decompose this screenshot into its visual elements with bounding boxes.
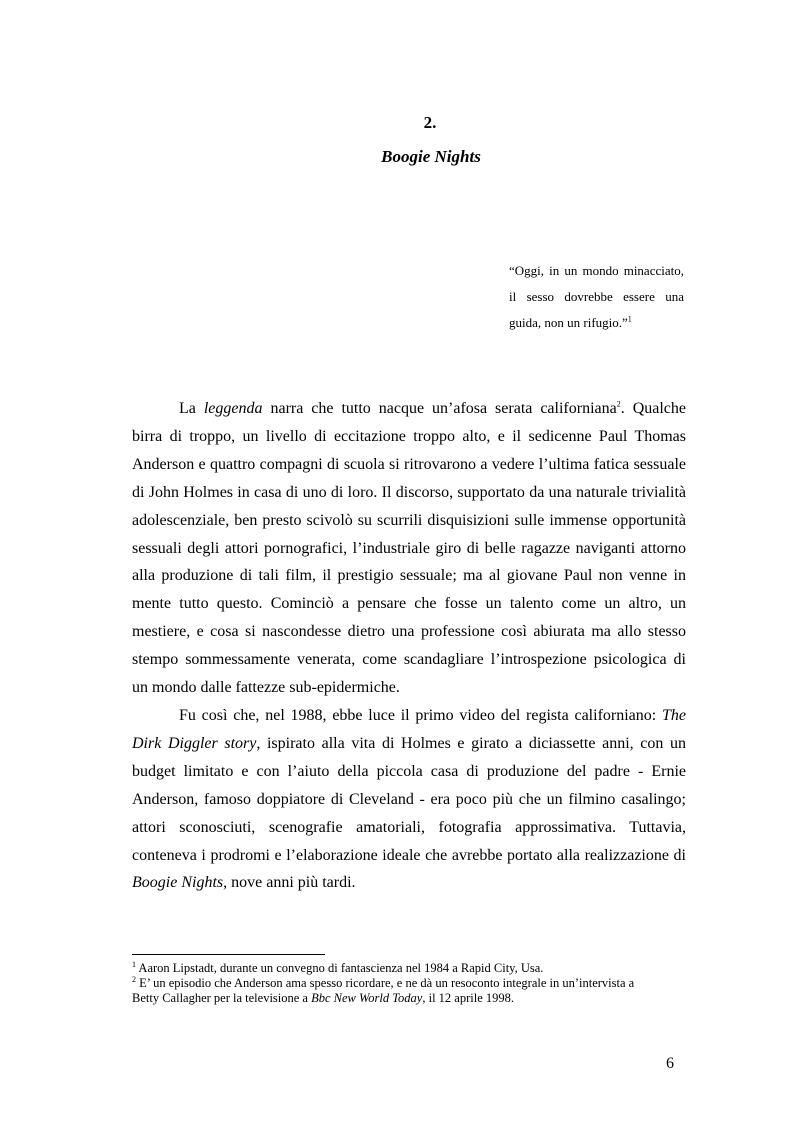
text-line: mente tutto questo. Cominciò a pensare che fosse un talento come un altro, un — [132, 595, 686, 613]
text-fragment: Fu così che, nel 1988, ebbe luce il primo video del regista californiano: — [179, 706, 662, 724]
footnote-ref: 1 — [627, 314, 632, 324]
text-line: conteneva i prodromi e l’elaborazione ideale che avrebbe portato alla realizzazione di — [132, 846, 686, 864]
footnotes — [132, 961, 686, 1006]
paragraph-1 — [132, 395, 686, 702]
text-line: Anderson e quattro compagni di scuola si ritrovarono a vedere l’ultima fatica sessuale — [132, 455, 686, 473]
footnote-text: E’ un episodio che Anderson ama spesso ricordare, e ne dà un resoconto integrale in un’intervista a — [136, 976, 635, 990]
paragraph-2 — [132, 702, 686, 897]
italic-title: Bbc New World Today — [311, 991, 423, 1005]
italic-title: The — [662, 706, 686, 724]
text-fragment: . Qualche — [620, 400, 687, 417]
epigraph-text: guida, non un rifugio.” — [509, 315, 628, 330]
text-fragment: , nove anni più tardi. — [223, 874, 356, 892]
footnote-number: 1 — [132, 959, 136, 969]
italic-word: leggenda — [203, 400, 263, 417]
epigraph — [509, 258, 684, 336]
chapter-number: 2. — [423, 113, 437, 132]
italic-title: Dirk Diggler story — [132, 734, 257, 752]
footnote-text: , il 12 aprile 1998. — [422, 991, 515, 1005]
text-line: di John Holmes in casa di uno di loro. Il discorso, supportato da una naturale trivialità — [132, 483, 686, 501]
footnote-1 — [132, 961, 686, 976]
footnote-ref: 2 — [616, 399, 621, 409]
text-line — [132, 395, 686, 423]
text-line — [132, 702, 686, 730]
footnote-2 — [132, 976, 686, 991]
text-line: budget limitato e con l’aiuto della piccola casa di produzione del padre - Ernie — [132, 762, 686, 780]
text-line: mestiere, e cosa si nascondesse dietro una professione così abiurata ma allo stesso — [132, 623, 686, 641]
footnote-2-cont — [132, 991, 686, 1006]
text-line — [132, 869, 686, 897]
text-fragment: narra che tutto nacque un’afosa serata californiana — [262, 400, 617, 417]
text-fragment: La — [179, 400, 204, 417]
text-line: un mondo dalle fattezze sub-epidermiche. — [132, 679, 400, 697]
footnote-text: Betty Callagher per la televisione a — [132, 991, 312, 1005]
footnote-separator — [132, 954, 325, 955]
text-line: adolescenziale, ben presto scivolò su scurrili disquisizioni sulle immense opportunità — [132, 511, 686, 529]
text-line: Anderson, famoso doppiatore di Cleveland - era poco più che un filmino casalingo; — [132, 790, 686, 808]
footnote-text: Aaron Lipstadt, durante un convegno di fantascienza nel 1984 a Rapid City, Usa. — [136, 961, 544, 975]
text-fragment: , ispirato alla vita di Holmes e girato a diciassette anni, con un — [256, 734, 686, 752]
epigraph-line — [509, 310, 684, 336]
epigraph-line: “Oggi, in un mondo minacciato, — [509, 263, 684, 278]
body-text — [132, 395, 686, 897]
text-line: alla produzione di tali film, il prestigio sessuale; ma al giovane Paul non venne in — [132, 567, 686, 585]
text-line: birra di troppo, un livello di eccitazione troppo alto, e il sedicenne Paul Thomas — [132, 427, 686, 445]
text-line: attori sconosciuti, scenografie amatoriali, fotografia approssimativa. Tuttavia, — [132, 818, 686, 836]
italic-title: Boogie Nights — [132, 874, 224, 892]
page-number: 6 — [666, 1055, 674, 1072]
text-line — [132, 730, 686, 758]
text-line: stempo sommessamente venerata, come scandagliare l’introspezione psicologica di — [132, 651, 686, 669]
text-line: sessuali degli attori pornografici, l’industriale giro di belle ragazze naviganti attorno — [132, 539, 686, 557]
chapter-title: Boogie Nights — [381, 147, 481, 166]
epigraph-line: il sesso dovrebbe essere una — [509, 289, 684, 304]
footnote-number: 2 — [132, 974, 136, 984]
